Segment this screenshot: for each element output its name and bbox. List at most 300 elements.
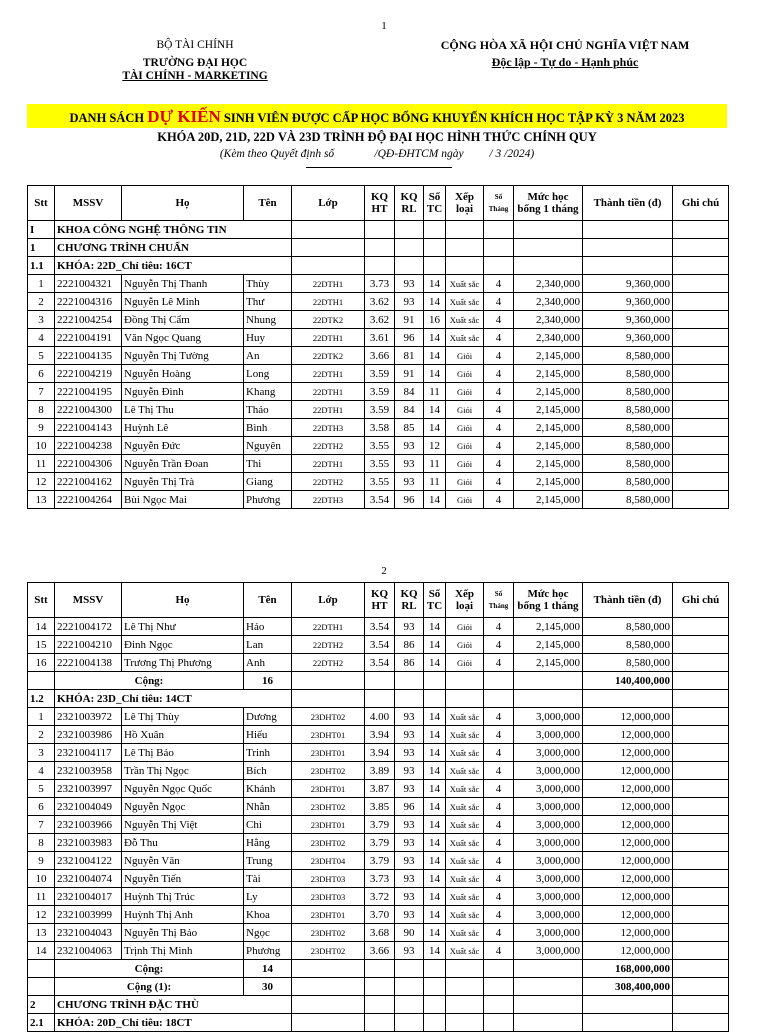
row-cell: 23DHT01	[292, 726, 365, 744]
row-cell: 22DTH1	[292, 329, 365, 347]
table-row	[28, 726, 729, 744]
row-cell: 3.54	[365, 618, 395, 636]
row-cell: 14	[28, 618, 55, 636]
row-cell: 2,145,000	[514, 491, 583, 509]
empty-cell	[292, 978, 365, 996]
row-cell: 4	[484, 762, 514, 780]
row-cell: Nguyễn Thị Việt	[122, 816, 244, 834]
row-cell: 23DHT02	[292, 762, 365, 780]
note-cell	[673, 852, 729, 870]
row-cell: 22DTH1	[292, 293, 365, 311]
row-cell: 22DTH2	[292, 473, 365, 491]
empty-cell	[292, 221, 365, 239]
row-cell: 22DTH2	[292, 437, 365, 455]
row-cell: Xuất sắc	[446, 906, 484, 924]
row-cell: Trinh	[244, 744, 292, 762]
empty-cell	[424, 221, 446, 239]
row-cell: Nguyễn Thị Trà	[122, 473, 244, 491]
row-cell: 13	[28, 491, 55, 509]
row-cell: 14	[424, 888, 446, 906]
row-cell: 93	[395, 437, 424, 455]
empty-cell	[673, 960, 729, 978]
empty-cell	[484, 239, 514, 257]
section-row	[28, 239, 729, 257]
note-cell	[673, 654, 729, 672]
national-motto-text: Độc lập - Tự do - Hạnh phúc	[491, 55, 639, 69]
row-cell: 4	[484, 798, 514, 816]
column-header: Thành tiền (đ)	[583, 186, 673, 221]
empty-cell	[484, 996, 514, 1014]
row-cell: 4	[484, 816, 514, 834]
row-cell: Giang	[244, 473, 292, 491]
row-cell: Lê Thị Thùy	[122, 708, 244, 726]
row-cell: 2221004191	[55, 329, 122, 347]
nation-name: CỘNG HÒA XÃ HỘI CHỦ NGHĨA VIỆT NAM	[440, 38, 690, 52]
row-cell: 93	[395, 708, 424, 726]
row-cell: 14	[424, 654, 446, 672]
subtotal-row	[28, 672, 729, 690]
row-cell: 11	[424, 383, 446, 401]
row-cell: 10	[28, 437, 55, 455]
empty-cell	[673, 1014, 729, 1032]
row-cell: 14	[424, 744, 446, 762]
row-cell: Khang	[244, 383, 292, 401]
row-cell: 3.55	[365, 437, 395, 455]
row-cell: 12,000,000	[583, 762, 673, 780]
row-cell: 2221004300	[55, 401, 122, 419]
note-underline	[306, 167, 452, 168]
row-cell: 91	[395, 365, 424, 383]
row-cell: 14	[424, 816, 446, 834]
section-label: KHÓA: 22D_Chỉ tiêu: 16CT	[55, 257, 292, 275]
row-cell: 93	[395, 834, 424, 852]
row-cell: 2221004135	[55, 347, 122, 365]
row-cell: 3.58	[365, 419, 395, 437]
row-cell: Giỏi	[446, 419, 484, 437]
subtotal-label: Cộng:	[55, 672, 244, 690]
row-cell: 93	[395, 870, 424, 888]
empty-cell	[395, 960, 424, 978]
row-cell: 4	[484, 870, 514, 888]
row-cell: Đỗ Thu	[122, 834, 244, 852]
row-cell: 4	[484, 347, 514, 365]
row-cell: Chi	[244, 816, 292, 834]
row-cell: 93	[395, 852, 424, 870]
row-cell: 5	[28, 347, 55, 365]
row-cell: 93	[395, 726, 424, 744]
row-cell: 15	[28, 636, 55, 654]
empty-cell	[514, 239, 583, 257]
row-cell: 3.73	[365, 870, 395, 888]
empty-cell	[514, 978, 583, 996]
row-cell: 8,580,000	[583, 455, 673, 473]
row-cell: 1	[28, 275, 55, 293]
row-cell: Hảo	[244, 618, 292, 636]
note-cell	[673, 780, 729, 798]
row-cell: 8,580,000	[583, 636, 673, 654]
row-cell: Hiếu	[244, 726, 292, 744]
row-cell: Xuất sắc	[446, 311, 484, 329]
row-cell: 6	[28, 798, 55, 816]
empty-cell	[292, 257, 365, 275]
empty-cell	[292, 1014, 365, 1032]
empty-cell	[484, 672, 514, 690]
empty-cell	[446, 672, 484, 690]
row-cell: 3,000,000	[514, 780, 583, 798]
row-cell: 2,145,000	[514, 401, 583, 419]
empty-cell	[446, 239, 484, 257]
row-cell: 2321004117	[55, 744, 122, 762]
row-cell: 2,340,000	[514, 329, 583, 347]
table-row	[28, 852, 729, 870]
note-cell	[673, 798, 729, 816]
row-cell: 12,000,000	[583, 780, 673, 798]
empty-cell	[514, 960, 583, 978]
table-row	[28, 744, 729, 762]
row-cell: Nguyễn Văn	[122, 852, 244, 870]
row-cell: 16	[424, 311, 446, 329]
row-cell: 93	[395, 762, 424, 780]
empty-cell	[484, 1014, 514, 1032]
row-cell: Xuất sắc	[446, 726, 484, 744]
row-cell: 2321004017	[55, 888, 122, 906]
row-cell: 9	[28, 852, 55, 870]
empty-cell	[395, 996, 424, 1014]
row-cell: 8,580,000	[583, 491, 673, 509]
table-row	[28, 888, 729, 906]
row-cell: 14	[424, 419, 446, 437]
row-cell: 23DHT04	[292, 852, 365, 870]
subtotal-amount: 140,400,000	[583, 672, 673, 690]
row-cell: 3.55	[365, 455, 395, 473]
row-cell: 86	[395, 654, 424, 672]
table-row	[28, 329, 729, 347]
row-cell: 14	[424, 924, 446, 942]
row-cell: Phương	[244, 491, 292, 509]
row-cell: 22DTH2	[292, 654, 365, 672]
empty-cell	[514, 257, 583, 275]
row-cell: 12,000,000	[583, 798, 673, 816]
table-row	[28, 383, 729, 401]
row-cell: 10	[28, 870, 55, 888]
title-emphasis: DỰ KIẾN	[147, 107, 221, 126]
section-label: KHOA CÔNG NGHỆ THÔNG TIN	[55, 221, 292, 239]
column-header: KQ RL	[395, 583, 424, 618]
row-cell: 12,000,000	[583, 726, 673, 744]
subtotal-row	[28, 960, 729, 978]
row-cell: Giỏi	[446, 401, 484, 419]
row-cell: 9,360,000	[583, 329, 673, 347]
row-cell: Văn Ngọc Quang	[122, 329, 244, 347]
row-cell: 2321003972	[55, 708, 122, 726]
row-cell: 2,145,000	[514, 437, 583, 455]
row-cell: 4	[484, 852, 514, 870]
table-row	[28, 942, 729, 960]
row-cell: Giỏi	[446, 491, 484, 509]
table-row	[28, 636, 729, 654]
empty-cell	[446, 257, 484, 275]
row-cell: 3.54	[365, 636, 395, 654]
row-cell: 2321004049	[55, 798, 122, 816]
row-cell: 22DTH1	[292, 455, 365, 473]
row-cell: 11	[424, 473, 446, 491]
row-cell: 90	[395, 924, 424, 942]
row-cell: 2321004122	[55, 852, 122, 870]
row-cell: 2221004219	[55, 365, 122, 383]
row-cell: 2221004321	[55, 275, 122, 293]
note-cell	[673, 329, 729, 347]
section-row	[28, 1014, 729, 1032]
empty-cell	[365, 996, 395, 1014]
row-cell: 14	[424, 365, 446, 383]
empty-cell	[365, 1014, 395, 1032]
table-row	[28, 798, 729, 816]
subtotal-count: 30	[244, 978, 292, 996]
empty-cell	[514, 672, 583, 690]
row-cell: 2	[28, 293, 55, 311]
empty-cell	[424, 239, 446, 257]
row-cell: 2221004306	[55, 455, 122, 473]
note-cell	[673, 365, 729, 383]
row-cell: 93	[395, 816, 424, 834]
empty-cell	[395, 690, 424, 708]
row-cell: Hồ Xuân	[122, 726, 244, 744]
row-cell: 14	[424, 906, 446, 924]
empty-cell	[446, 690, 484, 708]
row-cell: 93	[395, 780, 424, 798]
row-cell: 3,000,000	[514, 816, 583, 834]
row-cell: 23DHT01	[292, 780, 365, 798]
row-cell: 6	[28, 365, 55, 383]
note-cell	[673, 708, 729, 726]
row-cell: 4	[28, 762, 55, 780]
row-cell: 2221004162	[55, 473, 122, 491]
row-cell: 11	[28, 888, 55, 906]
empty-cell	[365, 690, 395, 708]
row-cell: 22DTH3	[292, 419, 365, 437]
row-cell: Xuất sắc	[446, 834, 484, 852]
row-cell: 4	[484, 654, 514, 672]
row-cell: 4	[484, 726, 514, 744]
row-cell: 12	[28, 906, 55, 924]
row-cell: 22DTH1	[292, 365, 365, 383]
row-cell: Đồng Thị Cẩm	[122, 311, 244, 329]
empty-cell	[28, 978, 55, 996]
row-cell: Xuất sắc	[446, 275, 484, 293]
row-cell: 3,000,000	[514, 834, 583, 852]
empty-cell	[673, 978, 729, 996]
row-cell: Ngọc	[244, 924, 292, 942]
row-cell: 23DHT01	[292, 906, 365, 924]
row-cell: 2221004195	[55, 383, 122, 401]
row-cell: Xuất sắc	[446, 942, 484, 960]
row-cell: Xuất sắc	[446, 852, 484, 870]
row-cell: 3.59	[365, 365, 395, 383]
row-cell: 8,580,000	[583, 473, 673, 491]
empty-cell	[292, 672, 365, 690]
row-cell: 2221004210	[55, 636, 122, 654]
section-label: CHƯƠNG TRÌNH CHUẨN	[55, 239, 292, 257]
row-cell: 23DHT01	[292, 816, 365, 834]
row-cell: 3.79	[365, 816, 395, 834]
school-name-line1: TRƯỜNG ĐẠI HỌC	[142, 57, 248, 69]
empty-cell	[424, 672, 446, 690]
empty-cell	[446, 960, 484, 978]
table-row	[28, 870, 729, 888]
row-cell: 3,000,000	[514, 798, 583, 816]
row-cell: 2321003986	[55, 726, 122, 744]
row-cell: 3,000,000	[514, 888, 583, 906]
note-cell	[673, 275, 729, 293]
row-cell: Giỏi	[446, 383, 484, 401]
row-cell: 23DHT03	[292, 888, 365, 906]
row-cell: Bích	[244, 762, 292, 780]
row-cell: 2,145,000	[514, 383, 583, 401]
section-number: 2	[28, 996, 55, 1014]
document-title	[27, 104, 727, 128]
school-name-line2-text: TÀI CHÍNH - MARKETING	[122, 70, 268, 82]
row-cell: 12,000,000	[583, 852, 673, 870]
row-cell: 3.59	[365, 383, 395, 401]
row-cell: 81	[395, 347, 424, 365]
row-cell: 2221004238	[55, 437, 122, 455]
row-cell: 2,145,000	[514, 636, 583, 654]
table-row	[28, 437, 729, 455]
column-header: Số TC	[424, 186, 446, 221]
column-header: KQ RL	[395, 186, 424, 221]
table-row	[28, 311, 729, 329]
row-cell: 23DHT02	[292, 834, 365, 852]
row-cell: Nguyên	[244, 437, 292, 455]
row-cell: 85	[395, 419, 424, 437]
row-cell: Phương	[244, 942, 292, 960]
empty-cell	[424, 257, 446, 275]
row-cell: An	[244, 347, 292, 365]
row-cell: Nguyễn Thị Bảo	[122, 924, 244, 942]
note-cell	[673, 762, 729, 780]
column-header: Xếp loại	[446, 186, 484, 221]
row-cell: 14	[424, 708, 446, 726]
subtotal-amount: 308,400,000	[583, 978, 673, 996]
row-cell: 3.73	[365, 275, 395, 293]
row-cell: 3.70	[365, 906, 395, 924]
row-cell: 14	[424, 942, 446, 960]
empty-cell	[583, 690, 673, 708]
row-cell: 3.66	[365, 942, 395, 960]
row-cell: 5	[28, 780, 55, 798]
row-cell: 7	[28, 383, 55, 401]
row-cell: Đinh Ngọc	[122, 636, 244, 654]
empty-cell	[365, 978, 395, 996]
empty-cell	[28, 960, 55, 978]
row-cell: 14	[424, 762, 446, 780]
row-cell: 14	[424, 726, 446, 744]
row-cell: 2321003999	[55, 906, 122, 924]
note-cell	[673, 311, 729, 329]
row-cell: 4	[484, 311, 514, 329]
table-row	[28, 618, 729, 636]
row-cell: Thư	[244, 293, 292, 311]
column-header: Họ	[122, 186, 244, 221]
row-cell: Xuất sắc	[446, 888, 484, 906]
column-header: Lớp	[292, 186, 365, 221]
empty-cell	[484, 960, 514, 978]
row-cell: 8,580,000	[583, 618, 673, 636]
row-cell: Nguyễn Hoàng	[122, 365, 244, 383]
row-cell: 2,340,000	[514, 311, 583, 329]
note-cell	[673, 437, 729, 455]
table-row	[28, 275, 729, 293]
row-cell: 14	[424, 293, 446, 311]
row-cell: 3.72	[365, 888, 395, 906]
row-cell: 2,145,000	[514, 365, 583, 383]
row-cell: 93	[395, 888, 424, 906]
row-cell: 3,000,000	[514, 744, 583, 762]
note-cell	[673, 744, 729, 762]
empty-cell	[673, 239, 729, 257]
row-cell: 4	[484, 491, 514, 509]
note-cell	[673, 618, 729, 636]
empty-cell	[395, 978, 424, 996]
empty-cell	[28, 672, 55, 690]
row-cell: 9	[28, 419, 55, 437]
section-label: KHÓA: 20D_Chỉ tiêu: 18CT	[55, 1014, 292, 1032]
row-cell: 86	[395, 636, 424, 654]
row-cell: 2321003966	[55, 816, 122, 834]
column-header: Mức học bổng 1 tháng	[514, 583, 583, 618]
row-cell: 93	[395, 455, 424, 473]
row-cell: 3,000,000	[514, 708, 583, 726]
row-cell: 93	[395, 293, 424, 311]
row-cell: 8	[28, 834, 55, 852]
empty-cell	[484, 221, 514, 239]
section-row	[28, 221, 729, 239]
row-cell: 3.66	[365, 347, 395, 365]
row-cell: 4	[484, 906, 514, 924]
row-cell: 4	[484, 942, 514, 960]
row-cell: 22DTH2	[292, 636, 365, 654]
empty-cell	[365, 221, 395, 239]
row-cell: 3	[28, 744, 55, 762]
column-header: Số Tháng	[484, 186, 514, 221]
row-cell: 14	[424, 401, 446, 419]
empty-cell	[514, 1014, 583, 1032]
row-cell: 12	[424, 437, 446, 455]
row-cell: 12,000,000	[583, 942, 673, 960]
section-row	[28, 996, 729, 1014]
row-cell: 3,000,000	[514, 726, 583, 744]
table-row	[28, 780, 729, 798]
empty-cell	[395, 221, 424, 239]
row-cell: 3,000,000	[514, 762, 583, 780]
row-cell: 14	[424, 491, 446, 509]
row-cell: 2321004043	[55, 924, 122, 942]
row-cell: Huy	[244, 329, 292, 347]
column-header: Số Tháng	[484, 583, 514, 618]
empty-cell	[484, 690, 514, 708]
row-cell: 4	[484, 780, 514, 798]
row-cell: 12,000,000	[583, 888, 673, 906]
row-cell: 8,580,000	[583, 419, 673, 437]
row-cell: 3,000,000	[514, 852, 583, 870]
empty-cell	[395, 672, 424, 690]
row-cell: 22DTK2	[292, 311, 365, 329]
row-cell: Nhẫn	[244, 798, 292, 816]
empty-cell	[514, 221, 583, 239]
column-header: KQ HT	[365, 186, 395, 221]
row-cell: Xuất sắc	[446, 708, 484, 726]
row-cell: Trịnh Thị Minh	[122, 942, 244, 960]
